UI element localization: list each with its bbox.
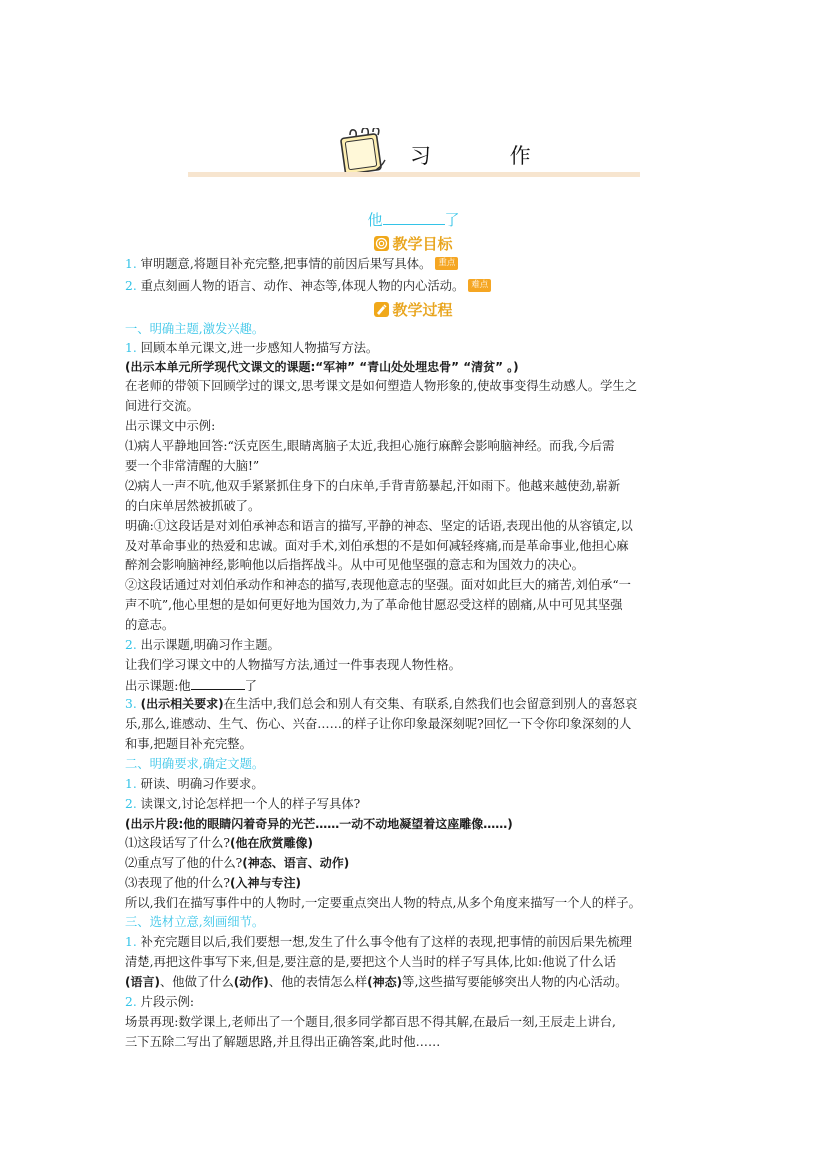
paragraph-line: ⑵重点写了他的什么?(神态、语言、动作) [125,856,350,870]
paragraph-line: 3. (出示相关要求)在生活中,我们总会和别人有交集、有联系,自然我们也会留意到别人的喜怒哀 [125,697,638,711]
key-point-badge: 重点 [435,257,458,270]
paragraph-line: (出示片段:他的眼睛闪着奇异的光芒……一动不动地凝望着这座雕像……) [125,817,513,831]
paragraph-line: 的意志。 [125,618,175,632]
paragraph-line: 让我们学习课文中的人物描写方法,通过一件事表现人物性格。 [125,658,461,672]
paragraph-line: 1. 研读、明确习作要求。 [125,777,264,791]
paragraph-line: 间进行交流。 [125,399,199,413]
goal-item-1: 1. 审明题意,将题目补充完整,把事情的前因后果写具体。 重点 [125,256,458,273]
paragraph-line: 在老师的带领下回顾学过的课文,思考课文是如何塑造人物形象的,使故事变得生动感人。学生之 [125,379,637,393]
topic-suffix: 了 [444,211,460,229]
process-heading [0,299,827,320]
paragraph-line: ⑴病人平静地回答:“沃克医生,眼睛离脑子太近,我担心施行麻醉会影响脑神经。而我,今后需 [125,439,615,453]
fill-blank [191,677,245,690]
target-icon [374,236,389,251]
page-header [188,128,640,178]
paragraph-line: 清楚,再把这件事写下来,但是,要注意的是,要把这个人当时的样子写具体,比如:他说了什么话 [125,955,616,969]
pencil-icon [374,302,389,317]
paragraph-line: 明确:①这段话是对刘伯承神态和语言的描写,平静的神态、坚定的话语,表现出他的从容镇定,以 [125,519,633,533]
paragraph-line: 1. 补充完题目以后,我们要想一想,发生了什么事令他有了这样的表现,把事情的前因后果先梳理 [125,935,632,949]
paragraph-line: 和事,把题目补充完整。 [125,737,252,751]
goals-heading-text: 教学目标 [392,235,453,253]
paragraph-line: 出示课文中示例: [125,419,216,433]
paragraph-line: 及对革命事业的热爱和忠诚。面对手术,刘伯承想的不是如何减轻疼痛,而是革命事业,他担心麻 [125,539,629,553]
topic-prefix: 他 [367,211,383,229]
paragraph-line: 2. 读课文,讨论怎样把一个人的样子写具体? [125,797,361,811]
paragraph-line: ⑶表现了他的什么?(入神与专注) [125,876,301,890]
goals-heading [0,233,827,254]
paragraph-line: 2. 出示课题,明确习作主题。 [125,638,280,652]
paragraph-line: 的白床单居然被抓破了。 [125,499,261,513]
paragraph-line: 乐,那么,谁感动、生气、伤心、兴奋……的样子让你印象最深刻呢?回忆一下令你印象深刻的人 [125,717,632,731]
page-title: 习 作 [410,144,567,168]
paragraph-line: 所以,我们在描写事件中的人物时,一定要重点突出人物的特点,从多个角度来描写一个人的样子。 [125,896,641,910]
essay-topic [0,209,827,230]
paragraph-line: 2. 片段示例: [125,995,194,1009]
paragraph-line: ②这段话通过对刘伯承动作和神态的描写,表现他意志的坚强。面对如此巨大的痛苦,刘伯承“一 [125,578,631,592]
notebook-icon [338,128,388,176]
header-divider [188,172,640,177]
paragraph-line: (出示本单元所学现代文课文的课题:“军神” “青山处处埋忠骨” “清贫” 。) [125,360,519,374]
paragraph-line: 场景再现:数学课上,老师出了一个题目,很多同学都百思不得其解,在最后一刻,王辰走上讲台, [125,1015,616,1029]
process-heading-text: 教学过程 [392,301,453,319]
goal-item-2: 2. 重点刻画人物的语言、动作、神态等,体现人物的内心活动。 难点 [125,278,491,295]
paragraph-line: ⑵病人一声不吭,他双手紧紧抓住身下的白床单,手背青筋暴起,汗如雨下。他越来越使劲,崭新 [125,479,621,493]
topic-blank [383,211,445,225]
paragraph-line: 三下五除二写出了解题思路,并且得出正确答案,此时他…… [125,1035,441,1049]
paragraph-line: 1. 回顾本单元课文,进一步感知人物描写方法。 [125,341,379,355]
paragraph-line: ⑴这段话写了什么?(他在欣赏雕像) [125,836,313,850]
difficulty-badge: 难点 [468,279,491,292]
paragraph-line: (语言)、他做了什么(动作)、他的表情怎么样(神态)等,这些描写要能够突出人物的内心活动。 [125,975,628,989]
step-heading-2: 二、明确要求,确定文题。 [125,757,265,771]
paragraph-line: 声不吭”,他心里想的是如何更好地为国效力,为了革命他甘愿忍受这样的剧痛,从中可见其坚强 [125,598,623,612]
paragraph-line: 出示课题:他 了 [125,679,257,693]
step-heading-3: 三、选材立意,刻画细节。 [125,915,265,929]
paragraph-line: 醉剂会影响脑神经,影响他以后指挥战斗。从中可见他坚强的意志和为国效力的决心。 [125,558,584,572]
step-heading-1: 一、明确主题,激发兴趣。 [125,322,265,336]
paragraph-line: 要一个非常清醒的大脑!” [125,459,260,473]
